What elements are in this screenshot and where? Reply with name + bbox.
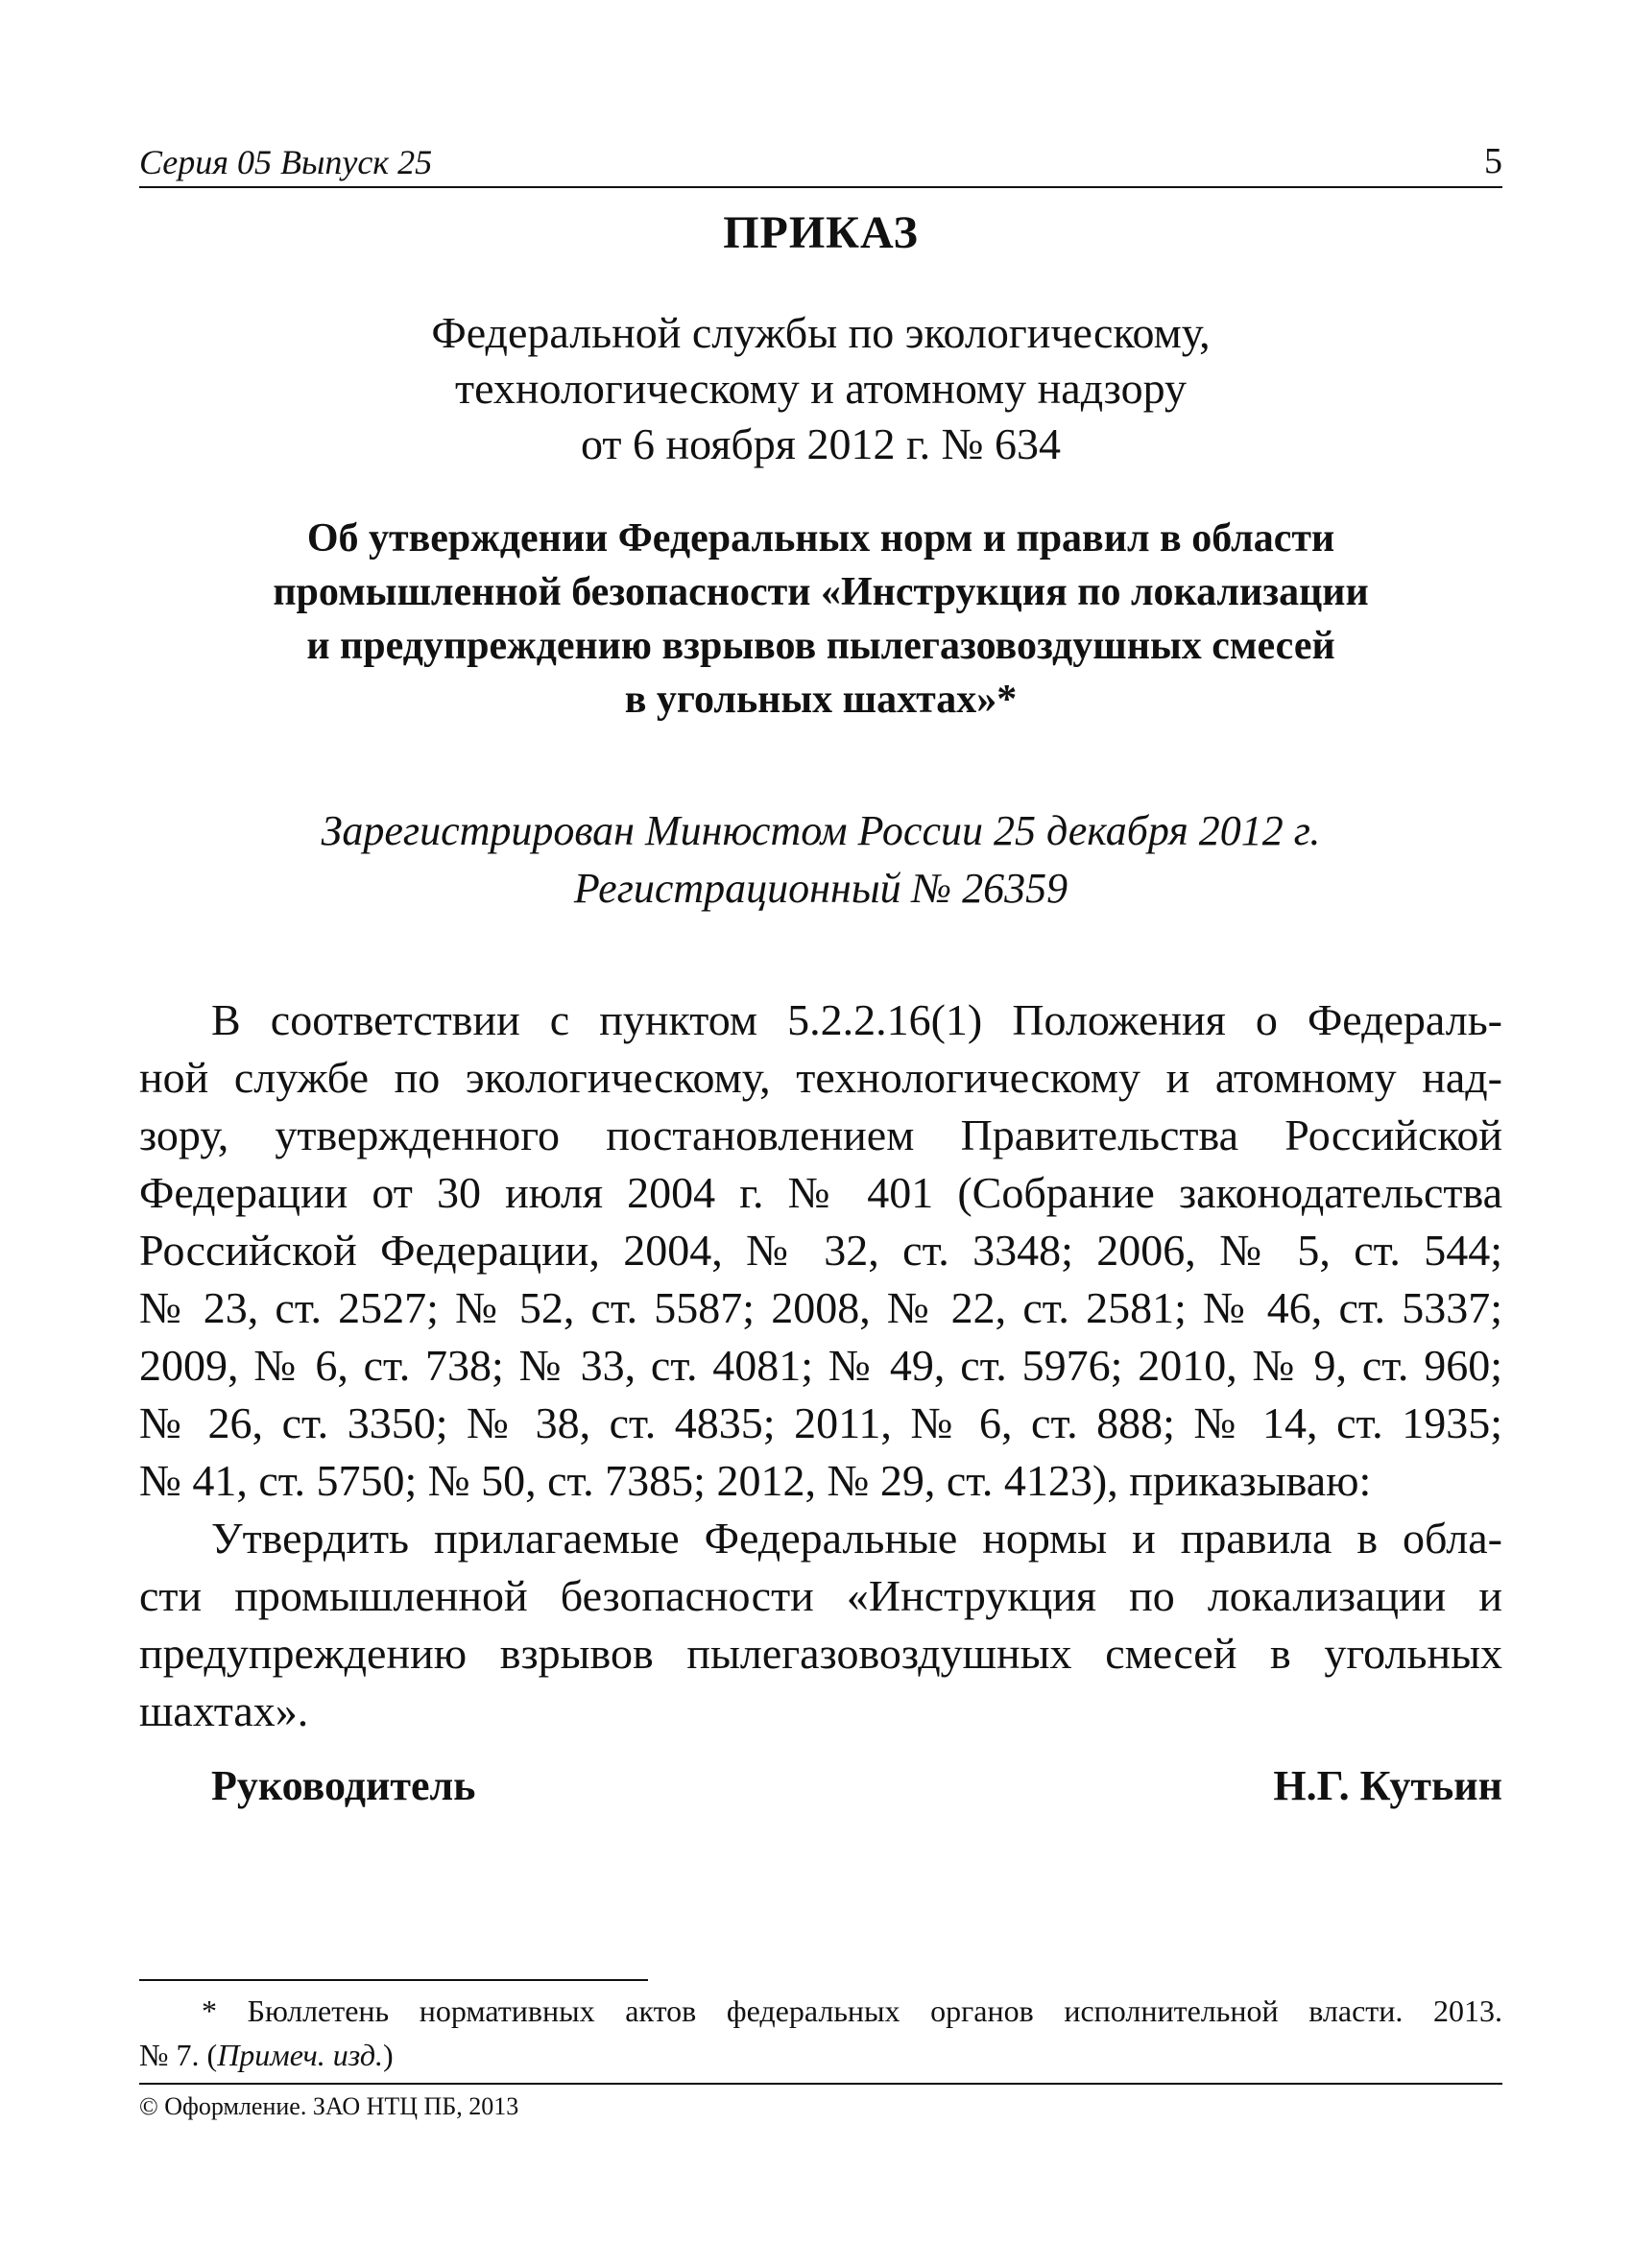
running-header	[139, 136, 1502, 188]
signatory-name: Н.Г. Кутьин	[1273, 1762, 1502, 1809]
body-line: Федерации от 30 июля 2004 г. № 401 (Собрание законодательства	[139, 1168, 1502, 1217]
document-title	[139, 512, 1502, 727]
body-line: Российской Федерации, 2004, № 32, ст. 3348; 2006, № 5, ст. 544;	[139, 1226, 1502, 1275]
footnote-line	[139, 2033, 1502, 2077]
body-line: шахтах».	[139, 1686, 309, 1735]
body-line: № 41, ст. 5750; № 50, ст. 7385; 2012, № 29, ст. 4123), приказываю:	[139, 1456, 1372, 1505]
title-line: промышленной безопасности «Инструкция по локализации	[273, 570, 1369, 614]
registration-number: Регистрационный № 26359	[573, 865, 1068, 912]
registration-line: Зарегистрирован Минюстом России 25 декабря 2012 г.	[321, 807, 1321, 854]
issuer-block	[139, 305, 1502, 472]
body-line: сти промышленной безопасности «Инструкция по локализации и	[139, 1571, 1502, 1620]
registration-note	[139, 802, 1502, 918]
body-line: ной службе по экологическому, технологическому и атомному над-	[139, 1053, 1502, 1102]
issuer-line: технологическому и атомному надзору	[455, 364, 1187, 413]
body-line: предупреждению взрывов пылегазовоздушных смесей в угольных	[139, 1629, 1502, 1678]
body-line: 2009, № 6, ст. 738; № 33, ст. 4081; № 49, ст. 5976; 2010, № 9, ст. 960;	[139, 1341, 1502, 1390]
order-date-number: от 6 ноября 2012 г. № 634	[580, 419, 1062, 468]
footnote-close: )	[383, 2038, 394, 2072]
footnote-divider	[139, 1979, 648, 1981]
series-issue-label: Серия 05 Выпуск 25	[139, 143, 433, 181]
document-type-heading: ПРИКАЗ	[723, 207, 919, 258]
title-line: в угольных шахтах»*	[624, 678, 1018, 722]
page-number: 5	[1484, 141, 1502, 181]
copyright-notice: © Оформление. ЗАО НТЦ ПБ, 2013	[139, 2092, 519, 2120]
body-line: В соответствии с пунктом 5.2.2.16(1) Положения о Федераль-	[211, 995, 1502, 1044]
body-line: № 23, ст. 2527; № 52, ст. 5587; 2008, № 22, ст. 2581; № 46, ст. 5337;	[139, 1283, 1502, 1332]
footnote-line: * Бюллетень нормативных актов федеральных органов исполнительной власти. 2013.	[202, 1993, 1502, 2028]
body-line: Утвердить прилагаемые Федеральные нормы и правила в обла-	[211, 1514, 1502, 1563]
signatory-position: Руководитель	[211, 1762, 476, 1809]
order-body	[139, 991, 1502, 1740]
title-line: Об утверждении Федеральных норм и правил в области	[306, 516, 1335, 561]
footnote-issue: № 7. (	[139, 2038, 218, 2072]
body-line: № 26, ст. 3350; № 38, ст. 4835; 2011, № 6, ст. 888; № 14, ст. 1935;	[139, 1398, 1502, 1447]
bottom-divider	[139, 2083, 1502, 2085]
publisher-note: Примеч. изд.	[217, 2038, 384, 2072]
footnote	[139, 1989, 1502, 2077]
title-line: и предупреждению взрывов пылегазовоздушных смесей	[306, 624, 1335, 668]
issuer-line: Федеральной службы по экологическому,	[431, 308, 1211, 357]
body-line: зору, утвержденного постановлением Правительства Российской	[139, 1110, 1502, 1159]
